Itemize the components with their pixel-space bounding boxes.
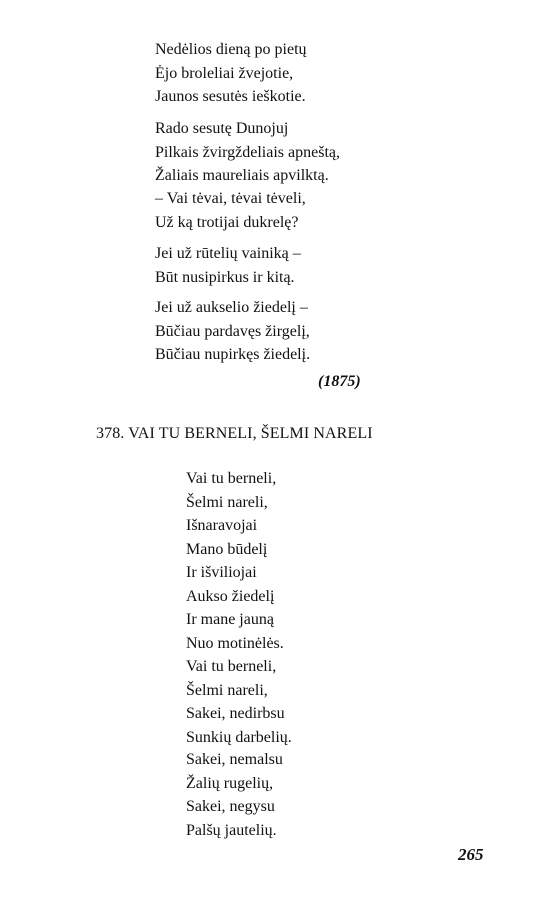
poem-line: Ir mane jauną: [186, 611, 274, 628]
poem-line: Vai tu berneli,: [186, 658, 277, 675]
poem-line: Pilkais žvirgždeliais apneštą,: [155, 143, 340, 161]
stanza-top-3: [155, 187, 306, 234]
poem-line: Žaliais maureliais apvilktą.: [155, 167, 329, 184]
poem-line: Sakei, negysu: [186, 798, 275, 815]
stanza-top-1: [155, 38, 307, 109]
poem-line: Vai tu berneli,: [186, 470, 277, 487]
poem-line: Nedėlios dieną po pietų: [155, 41, 307, 58]
poem-line: Jei už rūtelių vainiką –: [155, 245, 301, 262]
stanza-top-2: [155, 117, 340, 188]
poem-line: Ir išviliojai: [186, 564, 257, 581]
poem-line: Nuo motinėlės.: [186, 634, 284, 652]
poem-line: Jei už aukselio žiedelį –: [155, 299, 308, 316]
section-title: 378. VAI TU BERNELI, ŠELMI NARELI: [96, 425, 373, 442]
poem-line: Išnaravojai: [186, 517, 258, 534]
poem-line: Ėjo broleliai žvejotie,: [155, 64, 294, 82]
poem-line: Šelmi nareli,: [186, 493, 268, 511]
stanza-bottom-3: [186, 655, 292, 749]
poem-line: Šelmi nareli,: [186, 681, 268, 699]
poem-line: Žalių rugelių,: [186, 774, 274, 792]
poem-line: Sakei, nemalsu: [186, 751, 283, 768]
stanza-top-4: [155, 242, 301, 289]
poem-line: Rado sesutę Dunojuj: [155, 120, 289, 137]
stanza-top-5: [155, 296, 310, 367]
poem-line: Už ką trotijai dukrelę?: [155, 213, 299, 231]
stanza-bottom-1: [186, 467, 276, 561]
poem-line: Būčiau nupirkęs žiedelį.: [155, 346, 311, 363]
stanza-bottom-4: [186, 748, 283, 842]
poem-line: Mano būdelį: [186, 540, 268, 558]
poem-line: Būčiau pardavęs žirgelį,: [155, 322, 310, 340]
poem-line: Sakei, nedirbsu: [186, 705, 285, 722]
poem-line: Palšų jautelių.: [186, 821, 277, 839]
stanza-bottom-2: [186, 561, 284, 655]
poem-line: Sunkių darbelių.: [186, 728, 292, 746]
poem-line: – Vai tėvai, tėvai tėveli,: [155, 190, 306, 207]
page-number: 265: [458, 845, 484, 864]
poem-date: (1875): [318, 373, 361, 390]
poem-line: Jaunos sesutės ieškotie.: [155, 88, 306, 105]
poem-line: Būt nusipirkus ir kitą.: [155, 268, 295, 286]
poem-line: Aukso žiedelį: [186, 587, 275, 605]
